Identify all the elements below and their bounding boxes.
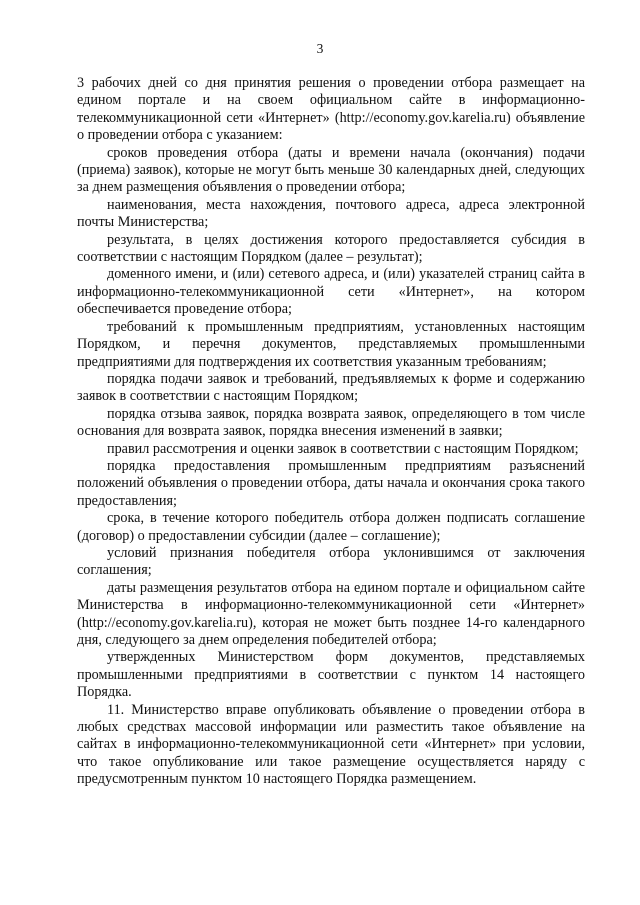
paragraph-approved-forms: утвержденных Министерством форм документов, представляемых промышленными предприятиями в соответствии с пунктом 14 настоящего Порядка. (77, 649, 585, 701)
paragraph-withdrawal-procedure: порядка отзыва заявок, порядка возврата заявок, определяющего в том числе основания для возврата заявок, порядка внесения изменений в заявки; (77, 405, 585, 440)
paragraph-evasion-conditions: условий признания победителя отбора уклонившимся от заключения соглашения; (77, 544, 585, 579)
paragraph-results-date: даты размещения результатов отбора на едином портале и официальном сайте Министерства в информационно-телекоммуникационной сети «Интернет» (http://economy.gov.karelia.ru), которая не может быть позднее 14-го календарного дня, следующего за днем определения победителей отбора; (77, 579, 585, 648)
document-body (77, 75, 585, 789)
page-number: 3 (316, 41, 324, 56)
paragraph-clause-11: 11. Министерство вправе опубликовать объявление о проведении отбора в любых средствах массовой информации или разместить такое объявление на сайтах в информационно-телекоммуникационной сети «Интернет» при условии, что такое опубликование или такое размещение осуществляется наряду с предусмотренным пунктом 10 настоящего Порядка размещением. (77, 701, 585, 788)
paragraph-deadlines: сроков проведения отбора (даты и времени начала (окончания) подачи (приема) заявок), которые не могут быть меньше 30 календарных дней, следующих за днем размещения объявления о проведении отбора; (77, 144, 585, 196)
paragraph-signing-term: срока, в течение которого победитель отбора должен подписать соглашение (договор) о предоставлении субсидии (далее – соглашение); (77, 510, 585, 544)
paragraph-domain-name: доменного имени, и (или) сетевого адреса, и (или) указателей страниц сайта в информационно-телекоммуникационной сети «Интернет», на котором обеспечивается проведение отбора; (77, 266, 585, 318)
paragraph-result: результата, в целях достижения которого предоставляется субсидия в соответствии с настоящим Порядком (далее – результат); (77, 231, 585, 266)
paragraph-review-rules: правил рассмотрения и оценки заявок в соответствии с настоящим Порядком; (107, 440, 579, 457)
paragraph-continuation: 3 рабочих дней со дня принятия решения о проведении отбора размещает на едином портале и на своем официальном сайте в информационно-телекоммуникационной сети «Интернет» (http://economy.gov.karelia.ru) объявление о проведении отбора с указанием: (77, 75, 585, 144)
paragraph-requirements: требований к промышленным предприятиям, установленных настоящим Порядком, и перечня документов, представляемых промышленными предприятиями для подтверждения их соответствия указанным требованиям; (77, 318, 585, 370)
paragraph-clarifications: порядка предоставления промышленным предприятиям разъяснений положений объявления о проведении отбора, даты начала и окончания срока такого предоставления; (77, 457, 585, 509)
paragraph-submission-procedure: порядка подачи заявок и требований, предъявляемых к форме и содержанию заявок в соответствии с настоящим Порядком; (77, 370, 585, 405)
paragraph-ministry-contacts: наименования, места нахождения, почтового адреса, адреса электронной почты Министерства; (77, 196, 585, 231)
